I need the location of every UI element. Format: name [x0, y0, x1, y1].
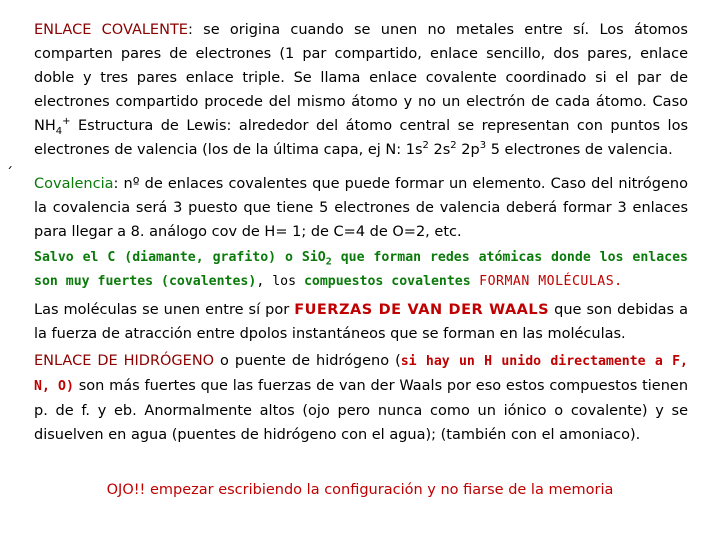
paragraph-enlace-hidrogeno — [34, 349, 688, 447]
heading-enlace-covalente: ENLACE COVALENTE — [34, 22, 188, 38]
superscript: + — [62, 116, 71, 128]
text-segment-green: Salvo el C (diamante, grafito) o SiO — [34, 250, 326, 265]
text-segment: : nº de enlaces covalentes que puede formar un elemento. Caso del nitrógeno la covalencia será 3 puesto que tiene 5 electrones de valencia deberá formar 3 enlaces para llegar a 8. análogo cov de H= 1; de C=4 de O=2, etc. — [34, 176, 688, 240]
text-segment-green: que forman redes atómicas donde los enlaces son muy fuertes (covalentes) — [34, 250, 688, 289]
text-segment: 2p — [456, 142, 480, 158]
warning-note: OJO!! empezar escribiendo la configuración y no fiarse de la memoria — [106, 482, 614, 498]
text-segment: Estructura de Lewis: alrededor del átomo central se representan con puntos los electrones de valencia (los de la última capa, ej N: 1s — [34, 118, 688, 158]
superscript: 2 — [422, 140, 429, 152]
superscript: 2 — [450, 140, 457, 152]
text-segment: Las moléculas se unen entre sí por — [34, 302, 295, 318]
text-segment: son más fuertes que las fuerzas de van der Waals por eso estos compuestos tienen p. de f. y eb. Anormalmente altos (ojo pero nunca como un iónico o covalente) y se disuelven en agua (puentes de hidrógeno con el agua); (también con el amoniaco). — [34, 378, 689, 443]
text-segment: o puente de hidrógeno ( — [214, 353, 401, 369]
subscript: 4 — [55, 125, 63, 137]
paragraph-enlace-covalente — [34, 18, 688, 162]
text-segment-red: si hay un H unido directamente a F, N, O) — [34, 354, 689, 394]
text-segment: , los — [256, 274, 304, 289]
subscript: 2 — [325, 256, 332, 268]
text-segment: 2s — [428, 142, 451, 158]
text-segment-green: compuestos covalentes — [303, 274, 471, 289]
highlight-van-der-waals: FUERZAS DE VAN DER WAALS — [294, 302, 550, 318]
paragraph-covalencia — [34, 172, 688, 244]
text-segment: : se origina cuando se unen no metales entre sí. Los átomos comparten pares de electrones (1 par compartido, enlace sencillo, dos pares, enlace doble y tres pares enlace triple. Se llama enlace covalente coordinado si el par de electrones compartido procede del mismo átomo y no un electrón de cada átomo. Caso NH — [34, 22, 688, 134]
superscript: 3 — [479, 140, 487, 152]
paragraph-van-der-waals — [34, 298, 688, 346]
bullet-mark: ´ — [6, 166, 13, 182]
text-segment: 5 electrones de valencia. — [486, 142, 673, 158]
heading-enlace-hidrogeno: ENLACE DE HIDRÓGENO — [34, 353, 215, 369]
heading-covalencia: Covalencia — [34, 176, 114, 192]
paragraph-redes-atomicas — [34, 246, 688, 294]
text-segment: que son debidas a la fuerza de atracción entre dpolos instantáneos que se forman en las moléculas. — [34, 302, 688, 342]
text-segment-red: FORMAN MOLÉCULAS. — [470, 274, 623, 289]
